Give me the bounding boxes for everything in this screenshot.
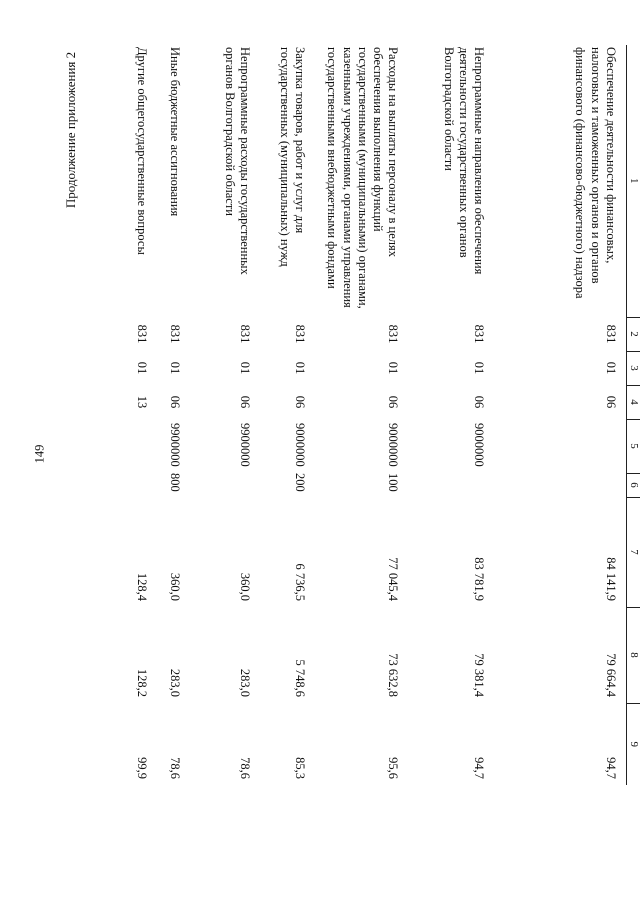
header-col-5: 5 bbox=[627, 419, 640, 473]
table-row bbox=[492, 45, 627, 785]
row-col-2: 831 bbox=[472, 324, 487, 344]
row-col-8: 79 381,4 bbox=[472, 653, 487, 697]
row-col-6 bbox=[188, 473, 258, 497]
row-col-7: 77 045,4 bbox=[386, 557, 401, 601]
row-col-5: 9900000 bbox=[168, 423, 183, 467]
table-row bbox=[125, 45, 155, 785]
header-col-1: 1 bbox=[627, 45, 640, 317]
row-col-2: 831 bbox=[386, 324, 401, 344]
row-col-9: 94,7 bbox=[604, 757, 618, 779]
row-description: Расходы на выплаты персоналу в целях обеспечения выполнения функций государственными (муниципальными) органами, казенными учреждениями, органами управления государственными внебюджетными фондами bbox=[325, 47, 401, 309]
row-col-4: 06 bbox=[604, 395, 618, 409]
header-col-9: 9 bbox=[627, 703, 640, 785]
header-col-2: 2 bbox=[627, 317, 640, 351]
budget-table bbox=[125, 45, 640, 785]
row-col-4: 06 bbox=[168, 395, 183, 409]
row-col-6: 200 bbox=[293, 473, 308, 492]
row-col-3: 01 bbox=[238, 361, 253, 375]
row-col-7: 360,0 bbox=[168, 572, 183, 601]
table-row bbox=[313, 45, 406, 785]
row-col-8: 5 748,6 bbox=[293, 659, 308, 697]
header-col-8: 8 bbox=[627, 607, 640, 703]
row-col-2: 831 bbox=[135, 324, 150, 344]
header-col-3: 3 bbox=[627, 351, 640, 385]
page-number-text: 149 bbox=[32, 444, 47, 464]
row-col-3: 01 bbox=[293, 361, 308, 375]
row-col-4: 06 bbox=[293, 395, 308, 409]
table-header-row bbox=[627, 45, 640, 785]
header-col-4: 4 bbox=[627, 385, 640, 419]
row-col-8: 128,2 bbox=[135, 668, 150, 697]
row-col-5: 9000000 bbox=[386, 423, 401, 467]
row-col-3: 01 bbox=[472, 361, 487, 375]
row-col-9: 95,6 bbox=[386, 757, 401, 779]
row-col-3: 01 bbox=[386, 361, 401, 375]
table-row bbox=[188, 45, 258, 785]
header-col-7: 7 bbox=[627, 497, 640, 607]
row-col-6: 800 bbox=[168, 473, 183, 492]
row-col-3: 01 bbox=[168, 361, 183, 375]
row-col-8: 73 632,8 bbox=[386, 653, 401, 697]
row-col-5 bbox=[492, 419, 627, 473]
row-description: Иные бюджетные ассигнования bbox=[168, 47, 183, 217]
table-row bbox=[406, 45, 492, 785]
row-col-6: 100 bbox=[386, 473, 401, 492]
row-col-9: 99,9 bbox=[135, 757, 150, 779]
header-col-6: 6 bbox=[627, 473, 640, 497]
table-row bbox=[155, 45, 188, 785]
row-col-8: 283,0 bbox=[238, 668, 253, 697]
row-col-9: 85,3 bbox=[293, 757, 308, 779]
row-col-7: 84 141,9 bbox=[604, 557, 618, 601]
row-description: Непрограммные направления обеспечения деятельности государственных органов Волгоградской области bbox=[442, 47, 487, 275]
row-col-5 bbox=[125, 419, 155, 473]
table-row bbox=[258, 45, 313, 785]
row-col-2: 831 bbox=[293, 324, 308, 344]
row-col-7: 360,0 bbox=[238, 572, 253, 601]
row-col-2: 831 bbox=[604, 324, 618, 344]
row-col-8: 283,0 bbox=[168, 668, 183, 697]
row-col-4: 06 bbox=[238, 395, 253, 409]
row-col-8: 79 664,4 bbox=[604, 653, 618, 697]
row-col-9: 78,6 bbox=[238, 757, 253, 779]
row-col-5: 9000000 bbox=[293, 423, 308, 467]
row-col-9: 78,6 bbox=[168, 757, 183, 779]
row-description: Непрограммные расходы государственных органов Волгоградской области bbox=[223, 47, 253, 275]
row-col-4: 06 bbox=[472, 395, 487, 409]
row-col-6 bbox=[125, 473, 155, 497]
row-col-6 bbox=[492, 473, 627, 497]
appendix-caption-text: Продолжение приложения 2 bbox=[63, 51, 78, 209]
row-col-7: 6 736,5 bbox=[293, 563, 308, 601]
row-col-7: 128,4 bbox=[135, 572, 150, 601]
row-col-4: 13 bbox=[135, 395, 150, 409]
row-col-9: 94,7 bbox=[472, 757, 487, 779]
row-col-5: 9900000 bbox=[238, 423, 253, 467]
row-col-4: 06 bbox=[386, 395, 401, 409]
row-col-3: 01 bbox=[135, 361, 150, 375]
row-col-3: 01 bbox=[604, 361, 618, 375]
row-col-6 bbox=[406, 473, 492, 497]
row-description: Закупка товаров, работ и услуг для государственных (муниципальных) нужд bbox=[278, 47, 308, 267]
row-col-5: 9000000 bbox=[472, 423, 487, 467]
row-col-2: 831 bbox=[168, 324, 183, 344]
row-col-7: 83 781,9 bbox=[472, 557, 487, 601]
row-description: Обеспечение деятельности финансовых, налоговых и таможенных органов и органов финансового (финансово-бюджетного) надзора bbox=[573, 47, 618, 299]
row-description: Другие общегосударственные вопросы bbox=[135, 47, 150, 255]
row-col-2: 831 bbox=[238, 324, 253, 344]
